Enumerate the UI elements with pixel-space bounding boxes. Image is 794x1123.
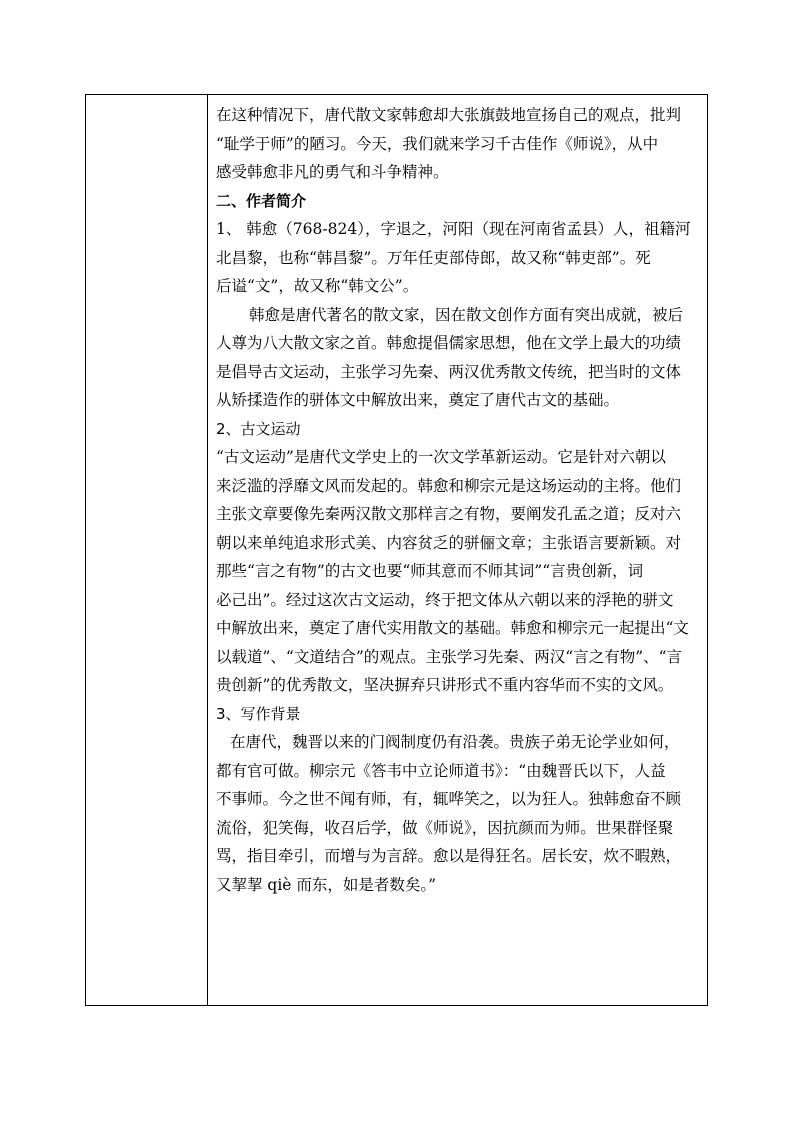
author-paragraph-line: 人尊为八大散文家之首。韩愈提倡儒家思想，他在文学上最大的功绩 (216, 334, 682, 352)
intro-line: 感受韩愈非凡的勇气和斗争精神。 (216, 163, 449, 181)
lesson-table (85, 94, 708, 1006)
author-paragraph-line: 韩愈是唐代著名的散文家，因在散文创作方面有突出成就，被后 (249, 305, 684, 324)
background-paragraph-line: 在唐代，魏晋以来的门阀制度仍有沿袭。贵族子弟无论学业如何， (230, 733, 680, 751)
author-paragraph-line: 北昌黎，也称“韩昌黎”。万年任吏部侍郎，故又称“韩吏部”。死 (216, 248, 651, 267)
background-paragraph-line: 不事师。今之世不闻有师，有，辄哗笑之，以为狂人。独韩愈奋不顾 (216, 790, 682, 808)
guwen-paragraph-line: 朝以来单纯追求形式美、内容贫乏的骈俪文章；主张语言要新颖。对 (216, 533, 682, 552)
table-content-cell (216, 101, 701, 899)
section-heading-guwen: 2、古文运动 (216, 419, 301, 438)
author-paragraph-line: 从矫揉造作的骈体文中解放出来，奠定了唐代古文的基础。 (216, 391, 620, 409)
guwen-paragraph-line: 必己出”。经过这次古文运动，终于把文体从六朝以来的浮艳的骈文 (216, 590, 674, 609)
section-heading-author: 二、作者简介 (216, 191, 307, 210)
author-paragraph-line: 后谥“文”，故又称“韩文公”。 (216, 277, 419, 295)
background-paragraph-line: 流俗，犯笑侮，收召后学，做《师说》，因抗颜而为师。世果群怪聚 (216, 818, 674, 837)
guwen-paragraph-line: 那些“言之有物”的古文也要“师其意而不师其词”“言贵创新，词 (216, 562, 644, 580)
intro-line: 在这种情况下，唐代散文家韩愈却大张旗鼓地宣扬自己的观点，批判 (216, 106, 682, 124)
author-paragraph-line: 是倡导古文运动，主张学习先秦、两汉优秀散文传统，把当时的文体 (216, 362, 682, 381)
intro-line: “耻学于师”的陋习。今天，我们就来学习千古佳作《师说》，从中 (216, 134, 659, 153)
author-paragraph-line: 1、 韩愈（768-824），字退之，河阳（现在河南省孟县）人，祖籍河 (216, 220, 691, 238)
guwen-paragraph-line: 主张文章要像先秦两汉散文那样言之有物，要阐发孔孟之道；反对六 (216, 505, 682, 523)
guwen-paragraph-line: 贵创新”的优秀散文，坚决摒弃只讲形式不重内容华而不实的文风。 (216, 676, 674, 694)
background-paragraph-line: 又挈挈 qiè 而东，如是者数矣。” (216, 875, 437, 894)
section-heading-background: 3、写作背景 (216, 704, 301, 723)
table-left-column (86, 95, 208, 1005)
guwen-paragraph-line: 以载道”、“文道结合”的观点。主张学习先秦、两汉“言之有物”、“言 (216, 647, 683, 666)
guwen-paragraph-line: 来泛滥的浮靡文风而发起的。韩愈和柳宗元是这场运动的主将。他们 (216, 476, 682, 495)
guwen-paragraph-line: 中解放出来，奠定了唐代实用散文的基础。韩愈和柳宗元一起提出“文 (216, 619, 689, 637)
background-paragraph-line: 都有官可做。柳宗元《答韦中立论师道书》：“由魏晋氏以下，人益 (216, 761, 666, 780)
background-paragraph-line: 骂，指目牵引，而增与为言辞。愈以是得狂名。居长安，炊不暇熟， (216, 847, 682, 865)
guwen-paragraph-line: “古文运动”是唐代文学史上的一次文学革新运动。它是针对六朝以 (216, 448, 666, 466)
